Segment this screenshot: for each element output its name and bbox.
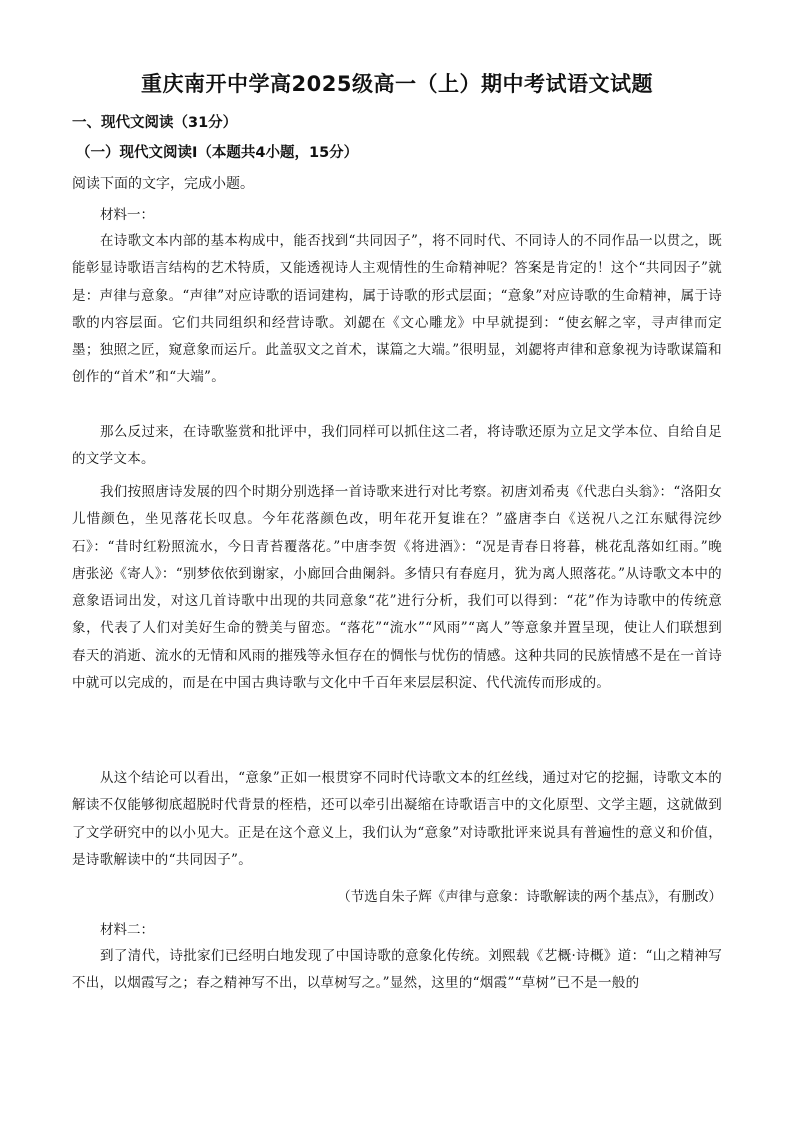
source-citation: （节选自朱子辉《声律与意象：诗歌解读的两个基点》，有删改） — [337, 889, 722, 905]
material-two-label: 材料二： — [100, 922, 154, 938]
material-one-paragraph-4: 从这个结论可以看出，“意象”正如一根贯穿不同时代诗歌文本的红丝线，通过对它的挖掘，诗歌文本的解读不仅能够彻底超脱时代背景的桎梏，还可以牵引出凝缩在诗歌语言中的文化原型、文学主题，这就做到了文学研究中的以小见大。正是在这个意义上，我们认为“意象”对诗歌批评来说具有普遍性的意义和价值，是诗歌解读中的“共同因子”。 — [72, 770, 722, 868]
material-one-label: 材料一： — [100, 207, 154, 223]
section-heading: 一、现代文阅读（31分） — [72, 115, 238, 131]
subsection-heading: （一）现代文阅读Ⅰ（本题共4小题，15分） — [76, 145, 359, 161]
material-two-paragraph-1: 到了清代，诗批家们已经明白地发现了中国诗歌的意象化传统。刘熙载《艺概·诗概》道：“山之精神写不出，以烟霞写之；春之精神写不出，以草树写之。”显然，这里的“烟霞”“草树”已不是一般的 — [72, 948, 722, 992]
material-one-paragraph-3: 我们按照唐诗发展的四个时期分别选择一首诗歌来进行对比考察。初唐刘希夷《代悲白头翁》：“洛阳女儿惜颜色，坐见落花长叹息。今年花落颜色改，明年花开复谁在？”盛唐李白《送祝八之江东赋得浣纱石》：“昔时红粉照流水，今日青苔覆落花。”中唐李贺《将进酒》：“况是青春日将暮，桃花乱落如红雨。”晚唐张泌《寄人》：“别梦依依到谢家，小廊回合曲阑斜。多情只有春庭月，犹为离人照落花。”从诗歌文本中的意象语词出发，对这几首诗歌中出现的共同意象“花”进行分析，我们可以得到：“花”作为诗歌中的传统意象，代表了人们对美好生命的赞美与留恋。“落花”“流水”“风雨”“离人”等意象并置呈现，使让人们联想到春天的消逝、流水的无情和风雨的摧残等永恒存在的惆怅与忧伤的情感。这种共同的民族情感不是在一首诗中就可以完成的，而是在中国古典诗歌与文化中千百年来层层积淀、代代流传而形成的。 — [72, 484, 722, 692]
reading-instruction: 阅读下面的文字，完成小题。 — [72, 176, 254, 192]
material-one-paragraph-1: 在诗歌文本内部的基本构成中，能否找到“共同因子”，将不同时代、不同诗人的不同作品一以贯之，既能彰显诗歌语言结构的艺术特质，又能透视诗人主观情性的生命精神呢？答案是肯定的！这个“共同因子”就是：声律与意象。“声律”对应诗歌的语词建构，属于诗歌的形式层面；“意象”对应诗歌的生命精神，属于诗歌的内容层面。它们共同组织和经营诗歌。刘勰在《文心雕龙》中早就提到：“使玄解之宰，寻声律而定墨；独照之匠，窥意象而运斤。此盖驭文之首术，谋篇之大端。”很明显，刘勰将声律和意象视为诗歌谋篇和创作的“首术”和“大端”。 — [72, 233, 722, 386]
exam-title: 重庆南开中学高2025级高一（上）期中考试语文试题 — [141, 72, 653, 96]
material-one-paragraph-2: 那么反过来，在诗歌鉴赏和批评中，我们同样可以抓住这二者，将诗歌还原为立足文学本位、自给自足的文学文本。 — [72, 424, 722, 468]
